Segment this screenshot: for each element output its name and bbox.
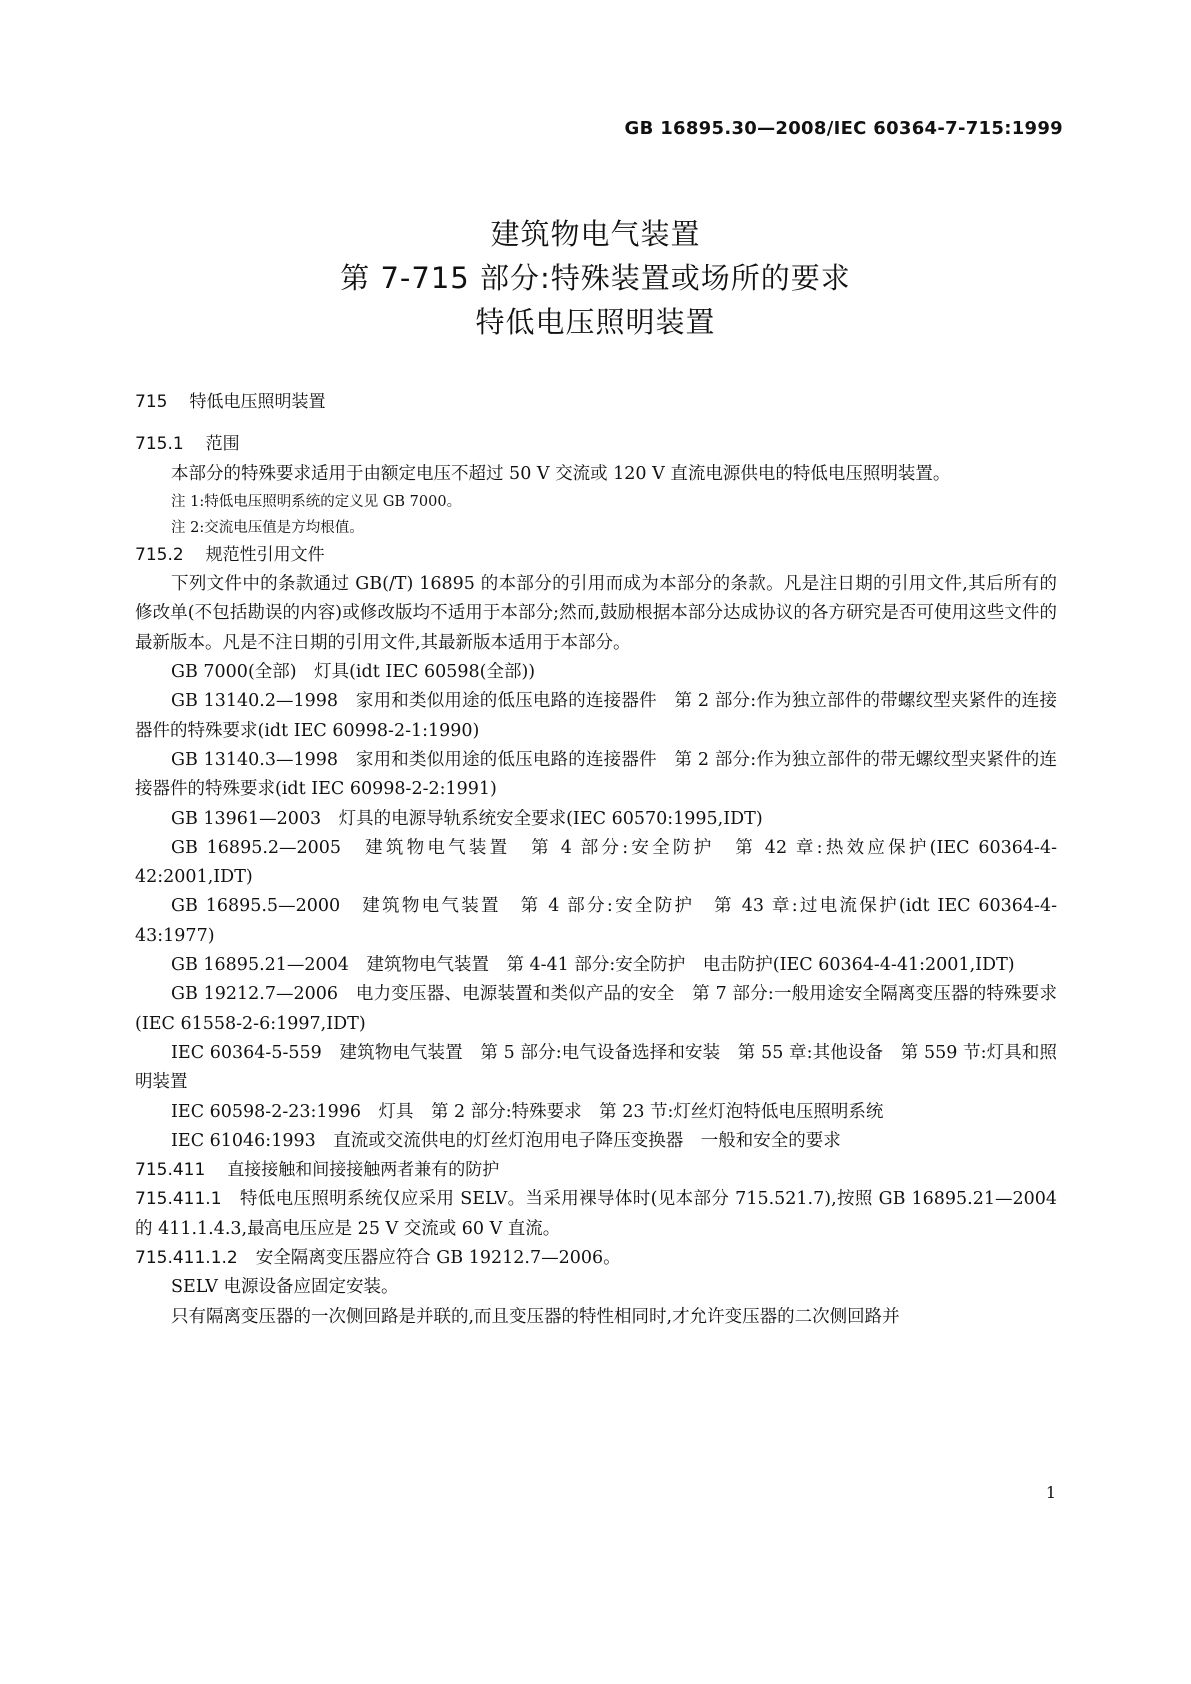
clause-text: 特低电压照明系统仅应采用 SELV。当采用裸导体时(见本部分 715.521.7),按照 GB 16895.21—2004 的 411.1.4.3,最高电压应是 25 V 交流或 60 V 直流。 bbox=[135, 1189, 1057, 1239]
note-1: 注 1:特低电压照明系统的定义见 GB 7000。 bbox=[171, 493, 462, 510]
section-number: 715.2 bbox=[135, 544, 184, 565]
reference-item: GB 16895.2—2005 建筑物电气装置 第 4 部分:安全防护 第 42 章:热效应保护(IEC 60364-4-42:2001,IDT) bbox=[135, 837, 1057, 888]
title-line-3: 特低电压照明装置 bbox=[475, 305, 716, 339]
section-title: 规范性引用文件 bbox=[205, 544, 325, 565]
section-number: 715.1 bbox=[135, 434, 184, 455]
reference-item: IEC 60364-5-559 建筑物电气装置 第 5 部分:电气设备选择和安装 第 55 章:其他设备 第 559 节:灯具和照明装置 bbox=[135, 1042, 1057, 1093]
section-715-1-heading bbox=[135, 430, 1057, 459]
section-715-heading bbox=[135, 388, 1057, 417]
normative-references-paragraph: 下列文件中的条款通过 GB(/T) 16895 的本部分的引用而成为本部分的条款。凡是注日期的引用文件,其后所有的修改单(不包括勘误的内容)或修改版均不适用于本部分;然而,鼓励根据本部分达成协议的各方研究是否可使用这些文件的最新版本。凡是不注日期的引用文件,其最新版本适用于本部分。 bbox=[135, 574, 1057, 653]
title-line-1: 建筑物电气装置 bbox=[490, 217, 701, 251]
reference-item: IEC 60598-2-23:1996 灯具 第 2 部分:特殊要求 第 23 节:灯丝灯泡特低电压照明系统 bbox=[171, 1101, 884, 1122]
document-title bbox=[0, 212, 1191, 344]
scope-paragraph: 本部分的特殊要求适用于由额定电压不超过 50 V 交流或 120 V 直流电源供电的特低电压照明装置。 bbox=[171, 463, 951, 484]
transformer-paragraph: 只有隔离变压器的一次侧回路是并联的,而且变压器的特性相同时,才允许变压器的二次侧回路并 bbox=[171, 1306, 900, 1327]
reference-item: GB 13961—2003 灯具的电源导轨系统安全要求(IEC 60570:1995,IDT) bbox=[171, 808, 763, 829]
reference-item: GB 13140.2—1998 家用和类似用途的低压电路的连接器件 第 2 部分:作为独立部件的带螺纹型夹紧件的连接器件的特殊要求(idt IEC 60998-2-1:1990) bbox=[135, 691, 1057, 741]
section-715-411-heading bbox=[135, 1156, 1057, 1185]
document-body bbox=[135, 388, 1057, 1332]
page-number: 1 bbox=[1045, 1483, 1056, 1502]
section-title: 直接接触和间接接触两者兼有的防护 bbox=[227, 1160, 500, 1181]
clause-715-411-1 bbox=[135, 1185, 1057, 1244]
clause-text: 安全隔离变压器应符合 GB 19212.7—2006。 bbox=[255, 1248, 621, 1269]
reference-item: GB 16895.5—2000 建筑物电气装置 第 4 部分:安全防护 第 43 章:过电流保护(idt IEC 60364-4-43:1977) bbox=[135, 896, 1057, 946]
section-number: 715.411 bbox=[135, 1160, 206, 1181]
clause-number: 715.411.1 bbox=[135, 1189, 222, 1210]
note-2: 注 2:交流电压值是方均根值。 bbox=[171, 519, 364, 536]
reference-item: GB 7000(全部) 灯具(idt IEC 60598(全部)) bbox=[171, 662, 536, 683]
document-code-header: GB 16895.30—2008/IEC 60364-7-715:1999 bbox=[624, 118, 1063, 139]
clause-number: 715.411.1.2 bbox=[135, 1248, 238, 1269]
title-line-2: 第 7-715 部分:特殊装置或场所的要求 bbox=[340, 261, 851, 295]
selv-paragraph: SELV 电源设备应固定安装。 bbox=[171, 1277, 399, 1298]
reference-item: GB 13140.3—1998 家用和类似用途的低压电路的连接器件 第 2 部分:作为独立部件的带无螺纹型夹紧件的连接器件的特殊要求(idt IEC 60998-2-2:1991) bbox=[135, 749, 1057, 800]
clause-715-411-1-2 bbox=[135, 1244, 1057, 1273]
reference-item: GB 19212.7—2006 电力变压器、电源装置和类似产品的安全 第 7 部分:一般用途安全隔离变压器的特殊要求(IEC 61558-2-6:1997,IDT) bbox=[135, 984, 1057, 1034]
reference-item: GB 16895.21—2004 建筑物电气装置 第 4-41 部分:安全防护 电击防护(IEC 60364-4-41:2001,IDT) bbox=[171, 955, 1015, 976]
section-715-2-heading bbox=[135, 541, 1057, 570]
section-title: 范围 bbox=[205, 434, 240, 455]
reference-item: IEC 61046:1993 直流或交流供电的灯丝灯泡用电子降压变换器 一般和安全的要求 bbox=[171, 1130, 841, 1151]
section-number: 715 bbox=[135, 392, 168, 412]
section-title: 特低电压照明装置 bbox=[189, 392, 326, 412]
